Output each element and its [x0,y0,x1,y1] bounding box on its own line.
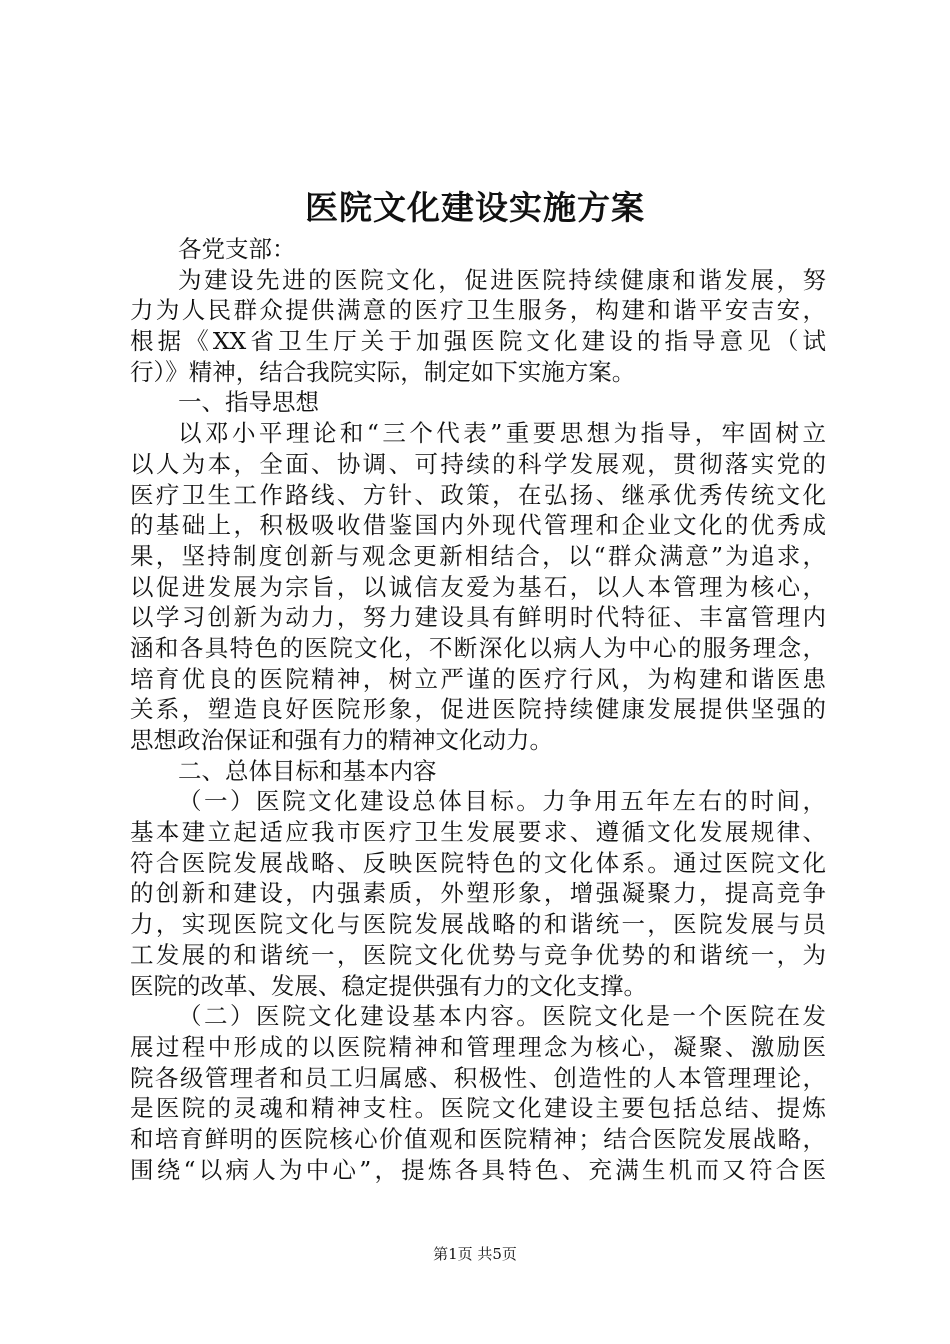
text-line: 的创新和建设，内强素质，外塑形象，增强凝聚力，提高竞争 [130,879,826,908]
text-line: 力为人民群众提供满意的医疗卫生服务，构建和谐平安吉安， [130,296,826,325]
text-line: 院各级管理者和员工归属感、积极性、创造性的人本管理理论， [130,1063,826,1092]
text-line: 展过程中形成的以医院精神和管理理念为核心，凝聚、激励医 [130,1032,826,1061]
text-line: 二、总体目标和基本内容 [178,756,437,785]
text-line: 根据《XX省卫生厅关于加强医院文化建设的指导意见（试 [130,327,826,356]
text-line: 以邓小平理论和“三个代表”重要思想为指导，牢固树立 [178,419,826,448]
text-line: 关系，塑造良好医院形象，促进医院持续健康发展提供坚强的 [130,695,826,724]
text-line: 一、指导思想 [178,388,319,417]
text-line: 培育优良的医院精神，树立严谨的医疗行风，为构建和谐医患 [130,664,826,693]
text-line: 和培育鲜明的医院核心价值观和医院精神；结合医院发展战略， [130,1124,826,1153]
text-line: 力，实现医院文化与医院发展战略的和谐统一，医院发展与员 [130,910,826,939]
text-line: 行）》精神，结合我院实际，制定如下实施方案。 [130,357,636,386]
text-line: 涵和各具特色的医院文化，不断深化以病人为中心的服务理念， [130,633,826,662]
page-footer: 第1页 共5页 [433,1245,517,1263]
text-line: 以人为本，全面、协调、可持续的科学发展观，贯彻落实党的 [130,449,826,478]
text-line: 的基础上，积极吸收借鉴国内外现代管理和企业文化的优秀成 [130,511,826,540]
text-line: 医院的改革、发展、稳定提供强有力的文化支撑。 [130,971,647,1000]
text-line: 以学习创新为动力，努力建设具有鲜明时代特征、丰富管理内 [130,603,826,632]
text-line: 围绕“以病人为中心”，提炼各具特色、充满生机而又符合医 [130,1155,826,1184]
document-title: 医院文化建设实施方案 [305,188,645,227]
text-line: （二）医院文化建设基本内容。医院文化是一个医院在发 [178,1002,826,1031]
text-line: 思想政治保证和强有力的精神文化动力。 [130,726,553,754]
document-body [130,234,826,1185]
text-line: 各党支部： [178,235,296,263]
text-line: 是医院的灵魂和精神支柱。医院文化建设主要包括总结、提炼 [130,1094,826,1123]
text-line: （一）医院文化建设总体目标。力争用五年左右的时间， [178,787,826,816]
text-line: 符合医院发展战略、反映医院特色的文化体系。通过医院文化 [130,848,826,877]
text-line: 基本建立起适应我市医疗卫生发展要求、遵循文化发展规律、 [130,818,826,847]
text-line: 为建设先进的医院文化，促进医院持续健康和谐发展，努 [178,265,826,294]
text-line: 医疗卫生工作路线、方针、政策，在弘扬、继承优秀传统文化 [130,480,826,509]
text-line: 以促进发展为宗旨，以诚信友爱为基石，以人本管理为核心， [130,572,826,601]
text-line: 工发展的和谐统一，医院文化优势与竞争优势的和谐统一，为 [130,940,826,969]
text-line: 果，坚持制度创新与观念更新相结合，以“群众满意”为追求， [130,541,826,570]
